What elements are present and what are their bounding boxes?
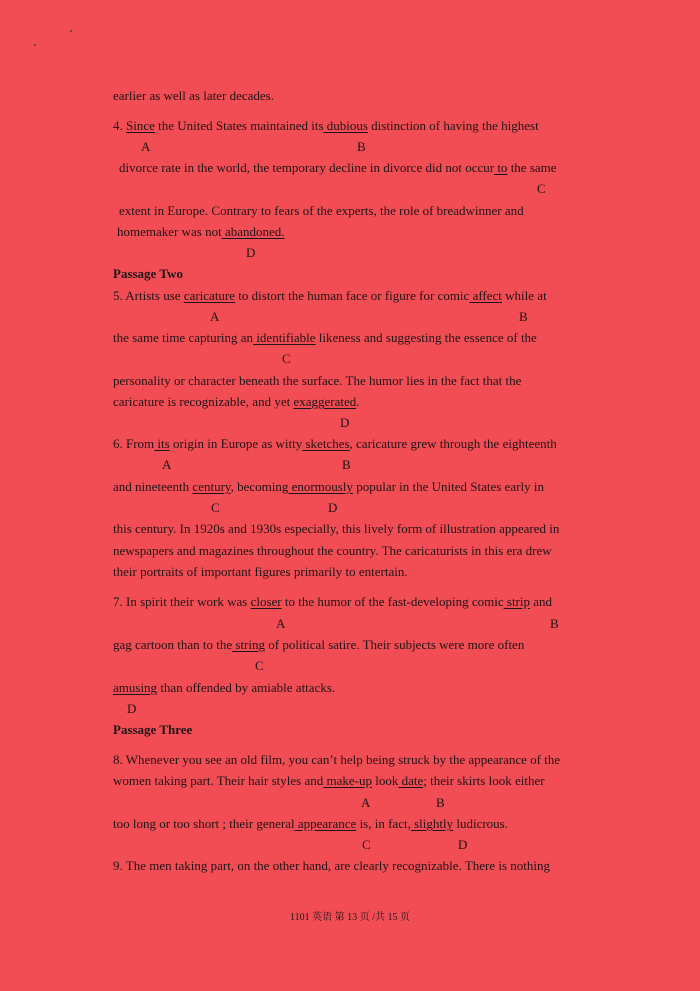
option-label-a: A	[361, 795, 371, 810]
text-line: too long or too short ; their general appearance is, in fact, slightly ludicrous.	[113, 816, 508, 831]
option-label-b: B	[357, 139, 366, 154]
option-label-a: A	[141, 139, 151, 154]
option-label-b: B	[436, 795, 445, 810]
passage-three-heading: Passage Three	[113, 722, 193, 737]
option-label-c: C	[211, 500, 220, 515]
option-label-a: A	[210, 309, 220, 324]
question-9: 9. The men taking part, on the other hand, are clearly recognizable. There is nothing	[113, 858, 551, 873]
option-label-c: C	[255, 658, 264, 673]
speck	[70, 30, 72, 32]
text-line: and nineteenth century, becoming enormously popular in the United States early in	[113, 479, 544, 494]
text-line: the same time capturing an identifiable likeness and suggesting the essence of the	[113, 330, 537, 345]
text-line: earlier as well as later decades.	[113, 88, 274, 103]
option-label-b: B	[342, 457, 351, 472]
passage-two-heading: Passage Two	[113, 266, 183, 281]
option-label-d: D	[458, 837, 468, 852]
text-line: caricature is recognizable, and yet exaggerated.	[113, 394, 360, 409]
text-line: divorce rate in the world, the temporary decline in divorce did not occur to the same	[119, 160, 557, 175]
question-5: 5. Artists use caricature to distort the human face or figure for comic affect while at	[113, 288, 547, 303]
text-line: extent in Europe. Contrary to fears of the experts, the role of breadwinner and	[119, 203, 524, 218]
question-7: 7. In spirit their work was closer to the humor of the fast-developing comic strip and	[113, 594, 553, 609]
option-label-c: C	[537, 181, 546, 196]
option-label-b: B	[519, 309, 528, 324]
option-label-d: D	[246, 245, 256, 260]
option-label-c: C	[362, 837, 371, 852]
page-footer: 1101 英语 第 13 页 /共 15 页	[290, 912, 410, 923]
text-line: homemaker was not abandoned.	[117, 224, 285, 239]
text-line: this century. In 1920s and 1930s especially, this lively form of illustration appeared in	[113, 521, 560, 536]
speck	[34, 44, 36, 46]
question-6: 6. From its origin in Europe as witty sketches, caricature grew through the eighteenth	[113, 436, 557, 451]
text-line: gag cartoon than to the string of political satire. Their subjects were more often	[113, 637, 525, 652]
text-line: their portraits of important figures primarily to entertain.	[113, 564, 408, 579]
question-4: 4. Since the United States maintained its dubious distinction of having the highest	[113, 118, 539, 133]
option-label-a: A	[276, 616, 286, 631]
option-label-c: C	[282, 351, 291, 366]
option-label-b: B	[550, 616, 559, 631]
option-label-a: A	[162, 457, 172, 472]
text-line: personality or character beneath the surface. The humor lies in the fact that the	[113, 373, 522, 388]
option-label-d: D	[340, 415, 350, 430]
text-line: newspapers and magazines throughout the country. The caricaturists in this era drew	[113, 543, 552, 558]
option-label-d: D	[127, 701, 137, 716]
question-8: 8. Whenever you see an old film, you can’t help being struck by the appearance of the	[113, 752, 561, 767]
text-line: amusing than offended by amiable attacks.	[113, 680, 336, 695]
text-line: women taking part. Their hair styles and make-up look date; their skirts look either	[113, 773, 545, 788]
option-label-d: D	[328, 500, 338, 515]
